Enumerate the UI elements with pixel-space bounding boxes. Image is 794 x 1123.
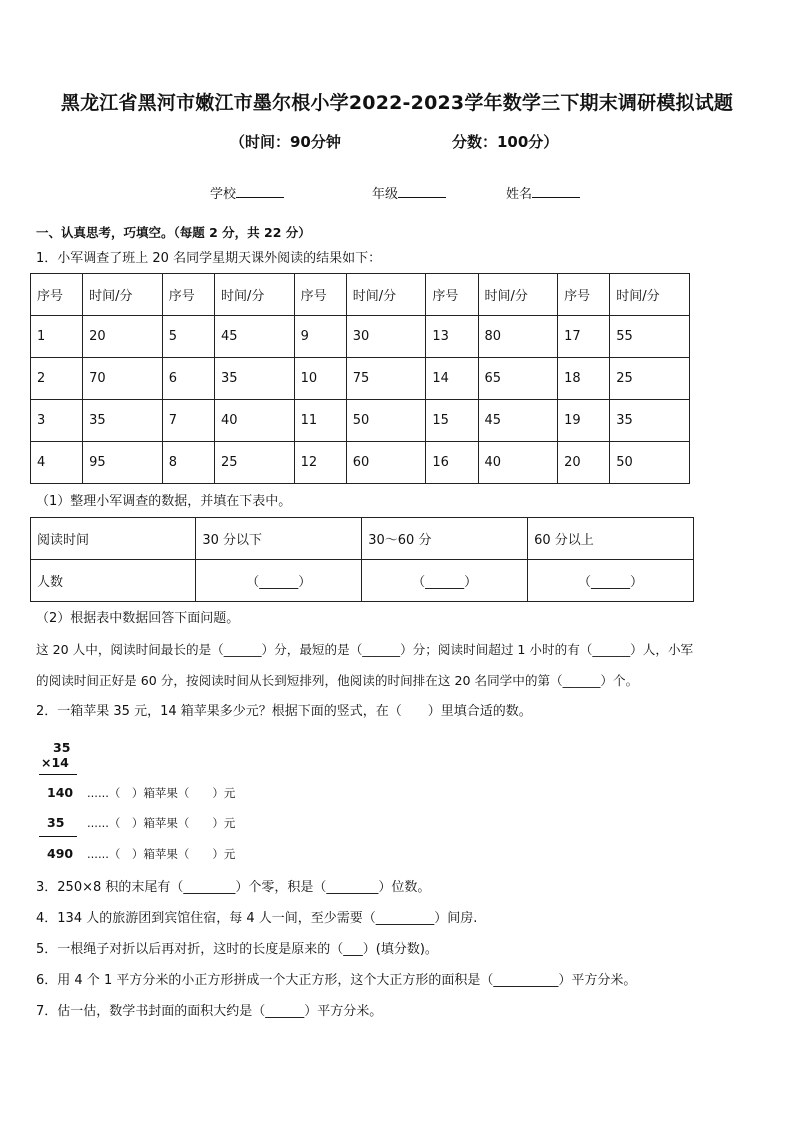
partial-product-2: 35 — [47, 815, 65, 830]
table-cell: 45 — [478, 400, 558, 442]
header-cell: 序号 — [426, 274, 478, 316]
partial-annotation-2[interactable]: ......（ ）箱苹果（ ）元 — [87, 816, 236, 830]
result-annotation[interactable]: ......（ ）箱苹果（ ）元 — [87, 847, 236, 861]
table-cell: 35 — [83, 400, 163, 442]
question-7: 7．估一估，数学书封面的面积大约是（______）平方分米。 — [36, 1004, 383, 1019]
table-cell: 80 — [478, 316, 558, 358]
answer-blank[interactable]: （______） — [528, 560, 694, 602]
table-cell: 5 — [162, 316, 214, 358]
header-cell: 时间/分 — [214, 274, 294, 316]
table-row — [31, 560, 694, 602]
table-cell: 25 — [214, 442, 294, 484]
table-cell: 14 — [426, 358, 478, 400]
table-cell: 55 — [610, 316, 690, 358]
table-cell: 30 分以下 — [196, 518, 362, 560]
table-cell: 35 — [610, 400, 690, 442]
question-6: 6．用 4 个 1 平方分米的小正方形拼成一个大正方形，这个大正方形的面积是（__________）平方分米。 — [36, 973, 637, 988]
section-heading: 一、认真思考，巧填空。（每题 2 分，共 22 分） — [36, 225, 311, 240]
answer-blank[interactable]: （______） — [362, 560, 528, 602]
name-field — [506, 183, 580, 202]
school-field — [210, 183, 284, 202]
table-cell: 8 — [162, 442, 214, 484]
answer-blank[interactable]: （______） — [196, 560, 362, 602]
question-1-line-2: 的阅读时间正好是 60 分，按阅读时间从长到短排列，他阅读的时间排在这 20 名同学中的第（______）个。 — [36, 673, 639, 688]
header-cell: 时间/分 — [478, 274, 558, 316]
table-cell: 4 — [31, 442, 83, 484]
table-cell: 60 — [346, 442, 426, 484]
table-cell: 65 — [478, 358, 558, 400]
header-cell: 时间/分 — [346, 274, 426, 316]
table-cell: 19 — [558, 400, 610, 442]
table-cell: 12 — [294, 442, 346, 484]
question-3: 3．250×8 积的末尾有（________）个零，积是（________）位数。 — [36, 880, 431, 895]
exam-score: 分数：100分） — [452, 133, 559, 151]
table-row — [31, 316, 690, 358]
table-cell: 15 — [426, 400, 478, 442]
table-cell: 40 — [478, 442, 558, 484]
table-row — [31, 400, 690, 442]
table-cell: 50 — [346, 400, 426, 442]
question-2: 2．一箱苹果 35 元，14 箱苹果多少元？根据下面的竖式，在（ ）里填合适的数。 — [36, 704, 532, 719]
header-cell: 序号 — [558, 274, 610, 316]
table-cell: 6 — [162, 358, 214, 400]
page-title: 黑龙江省黑河市嫩江市墨尔根小学2022-2023学年数学三下期末调研模拟试题 — [60, 92, 734, 114]
table-cell: 18 — [558, 358, 610, 400]
table-cell: 75 — [346, 358, 426, 400]
table-cell: 95 — [83, 442, 163, 484]
school-blank[interactable] — [236, 185, 284, 198]
reading-summary-table — [30, 517, 694, 602]
question-5: 5．一根绳子对折以后再对折，这时的长度是原来的（___）(填分数)。 — [36, 942, 438, 957]
header-cell: 时间/分 — [83, 274, 163, 316]
table-cell: 40 — [214, 400, 294, 442]
table-cell: 50 — [610, 442, 690, 484]
header-cell: 序号 — [162, 274, 214, 316]
table-cell: 35 — [214, 358, 294, 400]
question-1-part-1: （1）整理小军调查的数据，并填在下表中。 — [36, 494, 292, 509]
table-cell: 17 — [558, 316, 610, 358]
calc-line — [39, 836, 77, 837]
product-result: 490 — [47, 846, 74, 861]
table-cell: 70 — [83, 358, 163, 400]
calc-line — [39, 774, 77, 775]
header-cell: 序号 — [294, 274, 346, 316]
multiplicand: 35 — [53, 740, 71, 755]
question-1: 1．小军调查了班上 20 名同学星期天课外阅读的结果如下： — [36, 251, 382, 266]
table-cell: 9 — [294, 316, 346, 358]
grade-field — [372, 183, 446, 202]
table-cell: 13 — [426, 316, 478, 358]
grade-label: 年级 — [372, 187, 399, 202]
table-cell: 10 — [294, 358, 346, 400]
partial-product-1: 140 — [47, 785, 74, 800]
question-1-line-1: 这 20 人中，阅读时间最长的是（______）分，最短的是（______）分；阅读时间超过 1 小时的有（______）人，小军 — [36, 642, 694, 657]
table-cell: 25 — [610, 358, 690, 400]
grade-blank[interactable] — [398, 185, 446, 198]
partial-annotation-1[interactable]: ......（ ）箱苹果（ ）元 — [87, 786, 236, 800]
table-cell: 30～60 分 — [362, 518, 528, 560]
table-cell: 45 — [214, 316, 294, 358]
table-cell: 60 分以上 — [528, 518, 694, 560]
header-cell: 序号 — [31, 274, 83, 316]
table-row — [31, 442, 690, 484]
table-cell: 2 — [31, 358, 83, 400]
table-cell: 16 — [426, 442, 478, 484]
table-cell: 3 — [31, 400, 83, 442]
table-row — [31, 358, 690, 400]
header-cell: 时间/分 — [610, 274, 690, 316]
table-row — [31, 518, 694, 560]
school-label: 学校 — [210, 187, 237, 202]
reading-data-table — [30, 273, 690, 484]
table-cell: 人数 — [31, 560, 196, 602]
name-label: 姓名 — [506, 187, 533, 202]
table-cell: 1 — [31, 316, 83, 358]
multiplier: ×14 — [41, 755, 69, 770]
exam-time: （时间：90分钟 — [230, 133, 341, 151]
table-cell: 20 — [83, 316, 163, 358]
table-header-row — [31, 274, 690, 316]
table-cell: 阅读时间 — [31, 518, 196, 560]
table-cell: 11 — [294, 400, 346, 442]
table-cell: 20 — [558, 442, 610, 484]
table-cell: 30 — [346, 316, 426, 358]
question-4: 4．134 人的旅游团到宾馆住宿，每 4 人一间，至少需要（_________）间房. — [36, 911, 478, 926]
name-blank[interactable] — [532, 185, 580, 198]
table-cell: 7 — [162, 400, 214, 442]
question-1-part-2: （2）根据表中数据回答下面问题。 — [36, 611, 240, 626]
